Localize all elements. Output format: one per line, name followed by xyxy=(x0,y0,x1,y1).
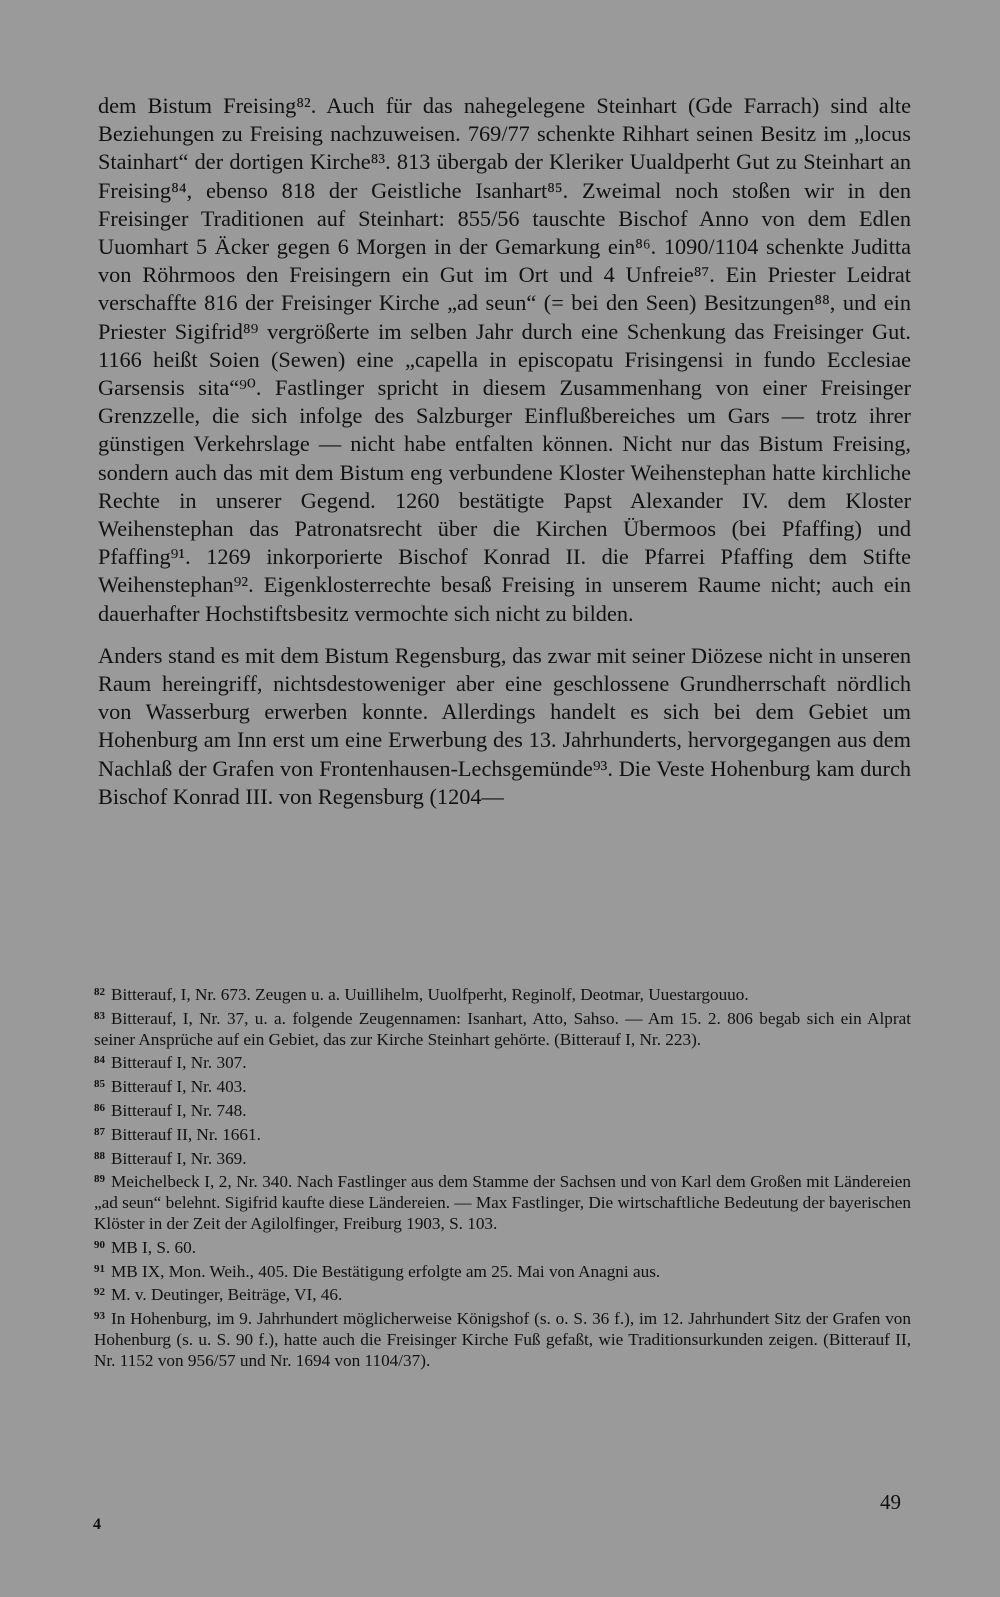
footnotes xyxy=(94,982,911,1372)
footnote-85: $^{85}$ Bitterauf I, Nr. 403. xyxy=(94,1077,247,1097)
footnote-92: $^{92}$ M. v. Deutinger, Beiträge, VI, 46. xyxy=(94,1285,343,1305)
paragraph-1: dem Bistum Freising⁸². Auch für das nahegelegene Steinhart (Gde Farrach) sind alte Beziehungen zu Freising nachzuweisen. 769/77 schenkte Rihhart seinen Besitz im „locus Stainhart“ der dortigen Kirche⁸³. 813 übergab der Kleriker Uualdperht Gut zu Steinhart an Freising⁸⁴, ebenso 818 der Geistliche Isanhart⁸⁵. Zweimal noch stoßen wir in den Freisinger Traditionen auf Steinhart: 855/56 tauschte Bischof Anno von dem Edlen Uuomhart 5 Äcker gegen 6 Morgen in der Gemarkung ein⁸⁶. 1090/1104 schenkte Juditta von Röhrmoos den Freisingern ein Gut im Ort und 4 Unfreie⁸⁷. Ein Priester Leidrat verschaffte 816 der Freisinger Kirche „ad seun“ (= bei den Seen) Besitzungen⁸⁸, und ein Priester Sigifrid⁸⁹ vergrößerte im selben Jahr durch eine Schenkung das Freisinger Gut. 1166 heißt Soien (Sewen) eine „capella in episcopatu Frisingensi in fundo Ecclesiae Garsensis sita“⁹⁰. Fastlinger spricht in diesem Zusammenhang von einer Freisinger Grenzzelle, die sich infolge des Salzburger Einflußbereiches um Gars — trotz ihrer günstigen Verkehrslage — nicht habe entfalten können. Nicht nur das Bistum Freising, sondern auch das mit dem Bistum eng verbundene Kloster Weihenstephan hatte kirchliche Rechte in unserer Gegend. 1260 bestätigte Papst Alexander IV. dem Kloster Weihenstephan das Patronatsrecht über die Kirchen Übermoos (bei Pfaffing) und Pfaffing⁹¹. 1269 inkorporierte Bischof Konrad II. die Pfarrei Pfaffing dem Stifte Weihenstephan⁹². Eigenklosterrechte besaß Freising in unserem Raume nicht; auch ein dauerhafter Hochstiftsbesitz vermochte sich nicht zu bilden. xyxy=(98,93,911,626)
footnote-89: $^{89}$ Meichelbeck I, 2, Nr. 340. Nach Fastlinger aus dem Stamme der Sachsen und von Karl dem Großen mit Ländereien „ad seun“ belehnt. Sigifrid kaufte diese Ländereien. — Max Fastlinger, Die wirtschaftliche Bedeutung der bayerischen Klöster in der Zeit der Agilolfinger, Freiburg 1903, S. 103. xyxy=(94,1172,911,1233)
footnote-82: $^{82}$ Bitterauf, I, Nr. 673. Zeugen u. a. Uuillihelm, Uuolfperht, Reginolf, Deotmar, Uuestargouuo. xyxy=(94,985,749,1004)
main-text xyxy=(98,92,911,811)
footnote-83: $^{83}$ Bitterauf, I, Nr. 37, u. a. folgende Zeugennamen: Isanhart, Atto, Sahso. — Am 15. 2. 806 begab sich ein Alprat seiner Ansprüche auf ein Gebiet, das zur Kirche Steinhart gehörte. (Bitterauf I, Nr. 223). xyxy=(94,1008,911,1049)
footnote-91: $^{91}$ MB IX, Mon. Weih., 405. Die Bestätigung erfolgte am 25. Mai von Anagni aus. xyxy=(94,1261,661,1281)
footnote-84: $^{84}$ Bitterauf I, Nr. 307. xyxy=(94,1053,247,1073)
paragraph-2: Anders stand es mit dem Bistum Regensburg, das zwar mit seiner Diözese nicht in unseren Raum hereingriff, nichtsdestoweniger aber eine geschlossene Grundherrschaft nördlich von Wasserburg erwerben konnte. Allerdings handelt es sich bei dem Gebiet um Hohenburg am Inn erst um eine Erwerbung des 13. Jahrhunderts, hervorgegangen aus dem Nachlaß der Grafen von Frontenhausen-Lechsgemünde⁹³. Die Veste Hohenburg kam durch Bischof Konrad III. von Regensburg (1204— xyxy=(98,642,911,809)
footnote-88: $^{88}$ Bitterauf I, Nr. 369. xyxy=(94,1148,247,1168)
footnote-86: $^{86}$ Bitterauf I, Nr. 748. xyxy=(94,1100,247,1120)
page-number: 49 xyxy=(880,1490,901,1514)
footnote-87: $^{87}$ Bitterauf II, Nr. 1661. xyxy=(94,1124,261,1144)
signature-mark: 4 xyxy=(93,1516,101,1533)
footnote-90: $^{90}$ MB I, S. 60. xyxy=(94,1237,196,1257)
footnote-93: $^{93}$ In Hohenburg, im 9. Jahrhundert möglicherweise Königshof (s. o. S. 36 f.), im 12. Jahrhundert Sitz der Grafen von Hohenburg (s. u. S. 90 f.), hatte auch die Freisinger Kirche Fuß gefaßt, wie Traditionsurkunden zeigen. (Bitterauf II, Nr. 1152 von 956/57 und Nr. 1694 von 1104/37). xyxy=(94,1309,911,1370)
